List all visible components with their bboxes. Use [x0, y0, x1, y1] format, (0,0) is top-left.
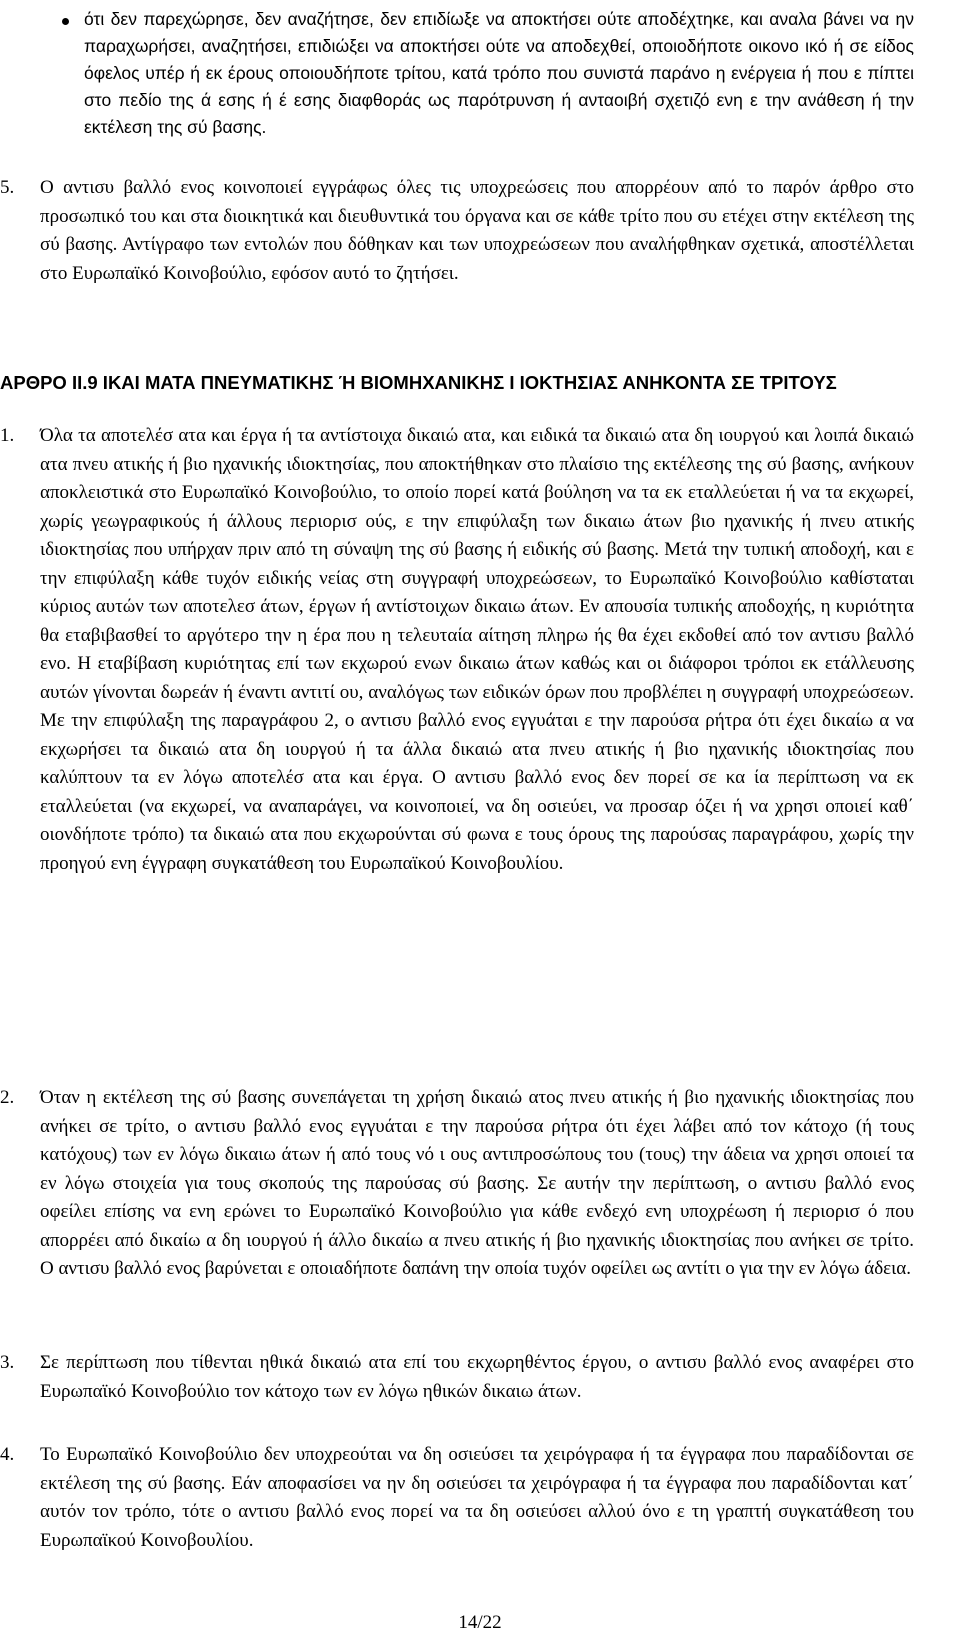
paragraph-text: Το Ευρωπαϊκό Κοινοβούλιο δεν υποχρεούται να δη οσιεύσει τα χειρόγραφα ή τα έγγραφα που παραδίδονται σε εκτέλεση της σύ βασης. Εάν αποφασίσει να ην δη οσιεύσει τα χειρόγραφα ή τα έγγραφα που παραδίδονται κατ΄ αυτόν τον τρόπο, τότε ο αντισυ βαλλό ενος πορεί να τα δη οσιεύσει αλλού όνο ε τη γραπτή συγκατάθεση του Ευρωπαϊκού Κοινοβουλίου.: [40, 1444, 914, 1551]
page-number: 14/22: [458, 1612, 502, 1633]
bullet-paragraph: ότι δεν παρεχώρησε, δεν αναζήτησε, δεν επιδίωξε να αποκτήσει ούτε αποδέχτηκε, και αναλα βάνει να ην παραχωρήσει, αναζητήσει, επιδιώξει να αποκτήσει ούτε να αποδεχθεί, οποιοδήποτε οικονο ικό ή σε είδος όφελος υπέρ ή εκ έρους οποιουδήποτε τρίτου, κατά τρόπο που συνιστά παράνο η ενέργεια ή που ε πίπτει στο πεδίο της ά εσης ή έ εσης διαφθοράς ως παρότρυνση ή ανταοιβή σχετιζό ενη ε την ανάθεση ή την εκτέλεση της σύ βασης.: [84, 9, 914, 137]
paragraph-text: Σε περίπτωση που τίθενται ηθικά δικαιώ ατα επί του εκχωρηθέντος έργου, ο αντισυ βαλλό ενος αναφέρει στο Ευρωπαϊκό Κοινοβούλιο τον κάτοχο των εν λόγω ηθικών δικαιω άτων.: [40, 1352, 914, 1402]
paragraph-text: Ο αντισυ βαλλό ενος κοινοποιεί εγγράφως όλες τις υποχρεώσεις που απορρέουν από το παρόν άρθρο στο προσωπικό του και στα διοικητικά και διευθυντικά του όργανα και σε κάθε τρίτο που συ ετέχει στην εκτέλεση της σύ βασης. Αντίγραφο των εντολών που δόθηκαν και των υποχρεώσεων που αναλήφθηκαν σχετικά, αποστέλλεται στο Ευρωπαϊκό Κοινοβούλιο, εφόσον αυτό το ζητήσει.: [40, 177, 914, 284]
paragraph-number: 4.: [0, 1444, 15, 1465]
paragraph-text: Όλα τα αποτελέσ ατα και έργα ή τα αντίστοιχα δικαιώ ατα, και ειδικά τα δικαιώ ατα δη ιουργού και λοιπά δικαιώ ατα πνευ ατικής ή βιο ηχανικής ιδιοκτησίας, που αποκτήθηκαν στο πλαίσιο της εκτέλεσης της σύ βασης, ανήκουν αποκλειστικά στο Ευρωπαϊκό Κοινοβούλιο, το οποίο πορεί κατά βούληση να τα εκ εταλλεύεται ή να τα εκχωρεί, χωρίς γεωγραφικούς ή άλλους περιορισ ούς, ε την επιφύλαξη των δικαιω άτων βιο ηχανικής ή πνευ ατικής ιδιοκτησίας που υπήρχαν πριν από τη σύναψη της σύ βασης ή ειδικής σύ βασης. Μετά την τυπική αποδοχή, και ε την επιφύλαξη κάθε τυχόν ειδικής νείας στη συγγραφή υποχρεώσεων, το Ευρωπαϊκό Κοινοβούλιο καθίσταται κύριος αυτών των αποτελεσ άτων, έργων ή αντίστοιχων δικαιω άτων. Εν απουσία τυπικής αποδοχής, η κυριότητα θα εταβιβασθεί το αργότερο την η έρα που η τελευταία αίτηση πληρω ής θα έχει εκδοθεί από τον αντισυ βαλλό ενο. Η εταβίβαση κυριότητας επί των εκχωρού ενων δικαιω άτων καθώς και οι διάφοροι τρόποι εκ ετάλλευσης αυτών γίνονται δωρεάν ή έναντι αντιτί ου, αναλόγως των ειδικών όρων που προβλέπει η συγγραφή υποχρεώσεων. Με την επιφύλαξη της παραγράφου 2, ο αντισυ βαλλό ενος εγγυάται ε την παρούσα ρήτρα ότι έχει δικαίω α να εκχωρήσει τα δικαιώ ατα δη ιουργού ή τα άλλα δικαιώ ατα πνευ ατικής ή βιο ηχανικής ιδιοκτησίας που καλύπτουν τα εν λόγω αποτελέσ ατα και έργα. Ο αντισυ βαλλό ενος δεν πορεί σε κα ία περίπτωση να εκ εταλλεύεται (να εκχωρεί, να αναπαράγει, να κοινοποιεί, να δη οσιεύει, να προσαρ όζει ή να χρησι οποιεί καθ΄ οιονδήποτε τρόπο) τα δικαιώ ατα που εκχωρούνται σύ φωνα ε τους όρους της παρούσας παραγράφου, χωρίς την προηγού ενη έγγραφη συγκατάθεση του Ευρωπαϊκού Κοινοβουλίου.: [40, 425, 914, 874]
bullet-icon: [62, 18, 69, 25]
paragraph-number: 5.: [0, 177, 15, 198]
paragraph-number: 3.: [0, 1352, 15, 1373]
paragraph-number: 2.: [0, 1087, 15, 1108]
paragraph-text: Όταν η εκτέλεση της σύ βασης συνεπάγεται τη χρήση δικαιώ ατος πνευ ατικής ή βιο ηχανικής ιδιοκτησίας που ανήκει σε τρίτο, ο αντισυ βαλλό ενος εγγυάται ε την παρούσα ρήτρα ότι έχει λάβει από τον κάτοχο (ή τους κατόχους) των εν λόγω δικαιω άτων ή από τους νό ι ους αντιπροσώπους του (τους) την άδεια να χρησι οποιεί τα εν λόγω στοιχεία για τους σκοπούς της παρούσας σύ βασης. Σε αυτήν την περίπτωση, ο αντισυ βαλλό ενος οφείλει επίσης να ενη ερώνει το Ευρωπαϊκό Κοινοβούλιο για κάθε ενδεχό ενη υποχρέωση ή περιορισ ό που απορρέει από δικαίω α δη ιουργού ή άλλο δικαίω α πνευ ατικής ή βιο ηχανικής ιδιοκτησίας που ανήκει σε τρίτο. Ο αντισυ βαλλό ενος βαρύνεται ε οποιαδήποτε δαπάνη την οποία τυχόν οφείλει ως αντίτι ο για την εν λόγω άδεια.: [40, 1087, 914, 1279]
paragraph-number: 1.: [0, 425, 15, 446]
article-heading: ΑΡΘΡΟ II.9 ΙΚΑΙ ΜΑΤΑ ΠΝΕΥΜΑΤΙΚΗΣ Ή ΒΙΟΜΗΧΑΝΙΚΗΣ Ι ΙΟΚΤΗΣΙΑΣ ΑΝΗΚΟΝΤΑ ΣΕ ΤΡΙΤΟΥΣ: [0, 372, 837, 394]
